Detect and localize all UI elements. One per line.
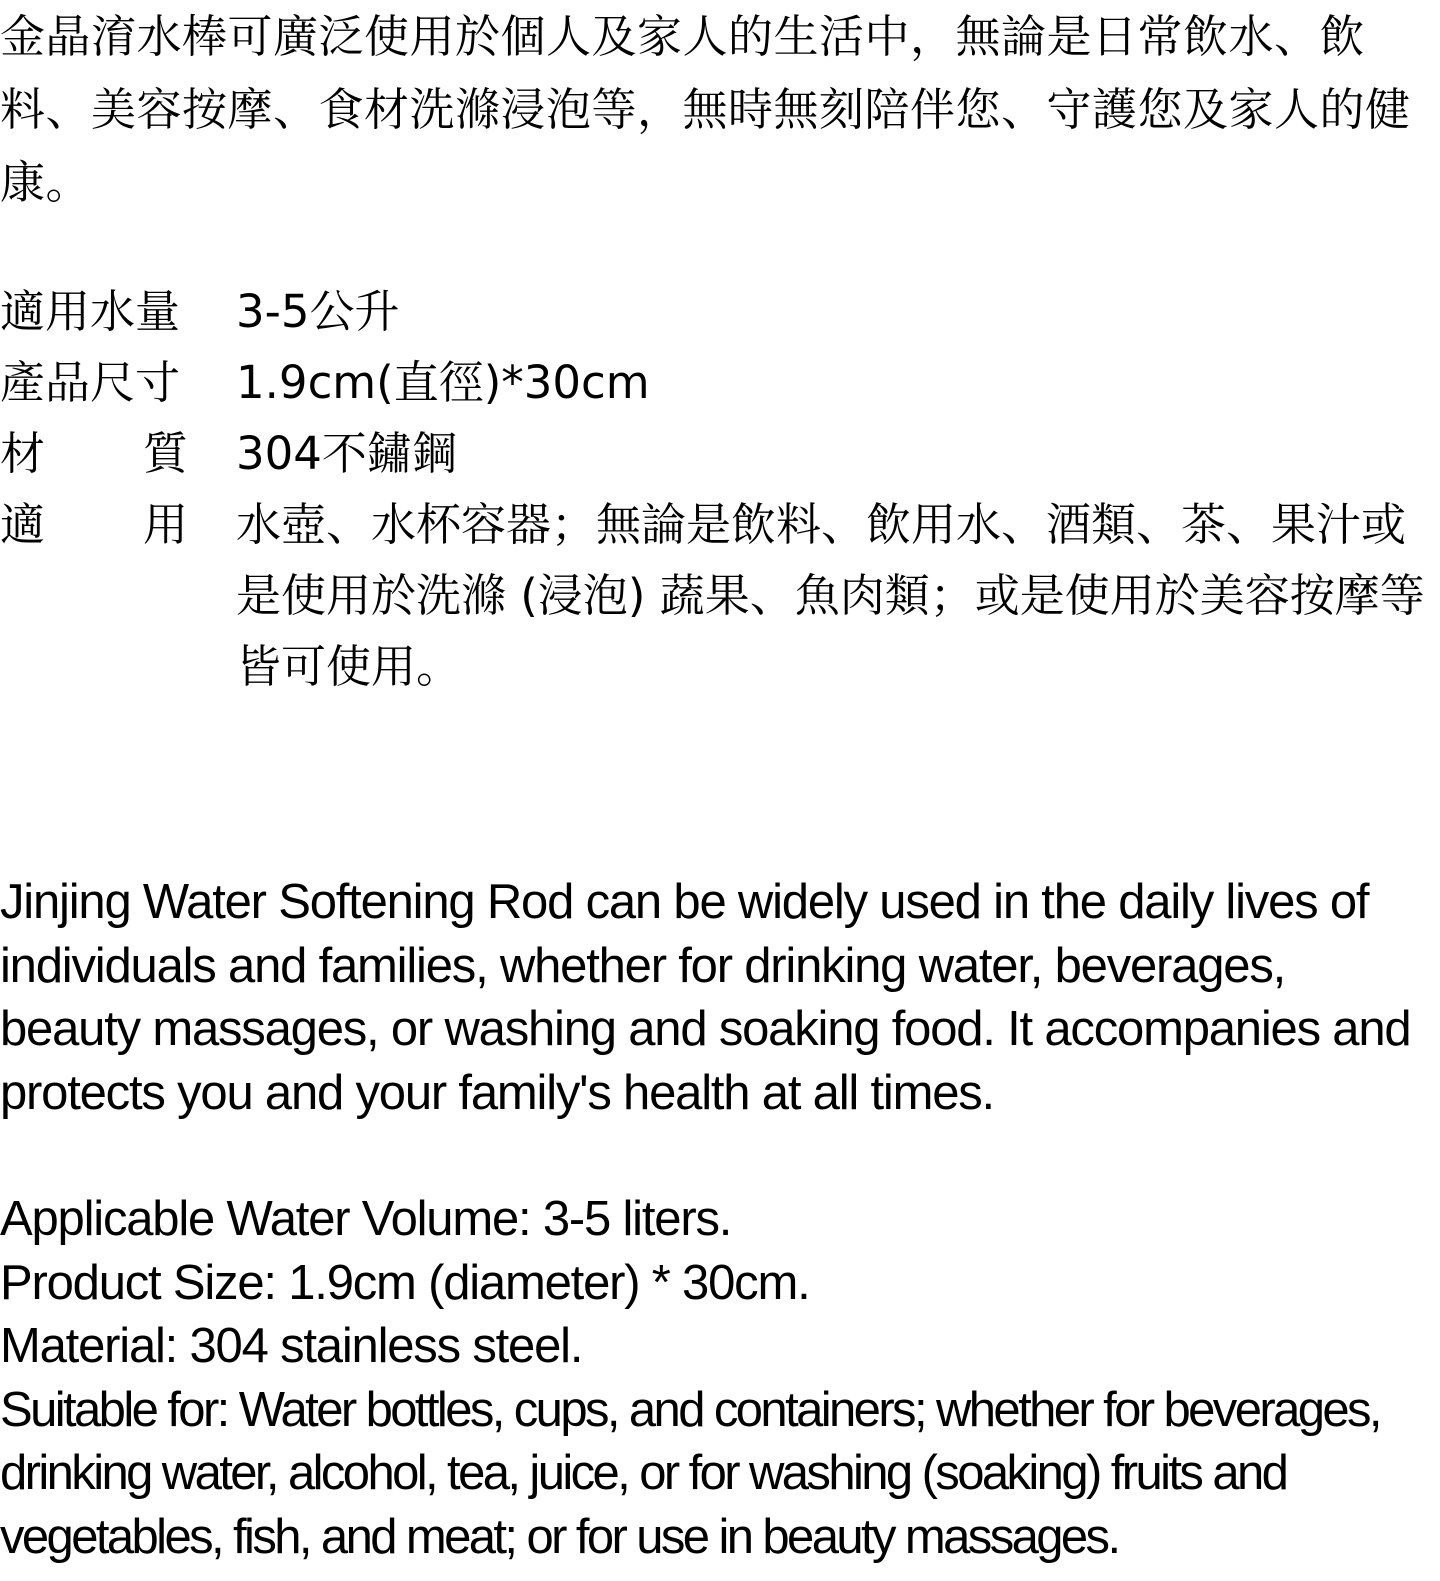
spec-row-water-volume xyxy=(0,276,1438,347)
english-intro-paragraph: Jinjing Water Softening Rod can be widely used in the daily lives of individuals and families, whether for drinking water, beverages, beauty massages, or washing and soaking food. It accompanies and protects you and your family's health at all times. xyxy=(0,875,1411,1120)
english-spec-suitable-for: Suitable for: Water bottles, cups, and containers; whether for beverages, drinking water, alcohol, tea, juice, or for washing (soaking) fruits and vegetables, fish, and meat; or for use in beauty massages. xyxy=(0,1382,1380,1564)
english-spec-list xyxy=(0,1188,1430,1569)
chinese-intro-paragraph: 金晶淯水棒可廣泛使用於個人及家人的生活中，無論是日常飲水、飲料、美容按摩、食材洗滌浸泡等，無時無刻陪伴您、守護您及家人的健康。 xyxy=(0,10,1411,209)
spec-row-usage xyxy=(0,489,1438,702)
english-spec-water-volume: Applicable Water Volume: 3-5 liters. xyxy=(0,1192,732,1246)
spec-label-product-size: 產品尺寸 xyxy=(0,356,181,409)
spec-label-material-char-1: 材 xyxy=(0,427,46,480)
english-spec-material: Material: 304 stainless steel. xyxy=(0,1319,583,1373)
spec-value-usage: 水壺、水杯容器；無論是飲料、飲用水、酒類、茶、果汁或是使用於洗滌 (浸泡) 蔬果、魚肉類；或是使用於美容按摩等皆可使用。 xyxy=(236,498,1425,693)
spec-value-material: 304不鏽鋼 xyxy=(236,427,457,480)
chinese-spec-list xyxy=(0,276,1438,702)
english-spec-product-size: Product Size: 1.9cm (diameter) * 30cm. xyxy=(0,1255,810,1310)
spec-label-usage-char-1: 適 xyxy=(0,498,46,551)
spec-label-usage xyxy=(0,489,188,702)
spec-value-product-size: 1.9cm(直徑)*30cm xyxy=(236,356,650,409)
spec-label-material xyxy=(0,418,188,489)
spec-row-material xyxy=(0,418,1438,489)
spec-label-water-volume: 適用水量 xyxy=(0,285,181,338)
spec-label-usage-char-2: 用 xyxy=(142,498,188,551)
spec-row-product-size xyxy=(0,347,1438,418)
spec-label-material-char-2: 質 xyxy=(142,427,188,480)
spec-value-water-volume: 3-5公升 xyxy=(236,285,400,338)
